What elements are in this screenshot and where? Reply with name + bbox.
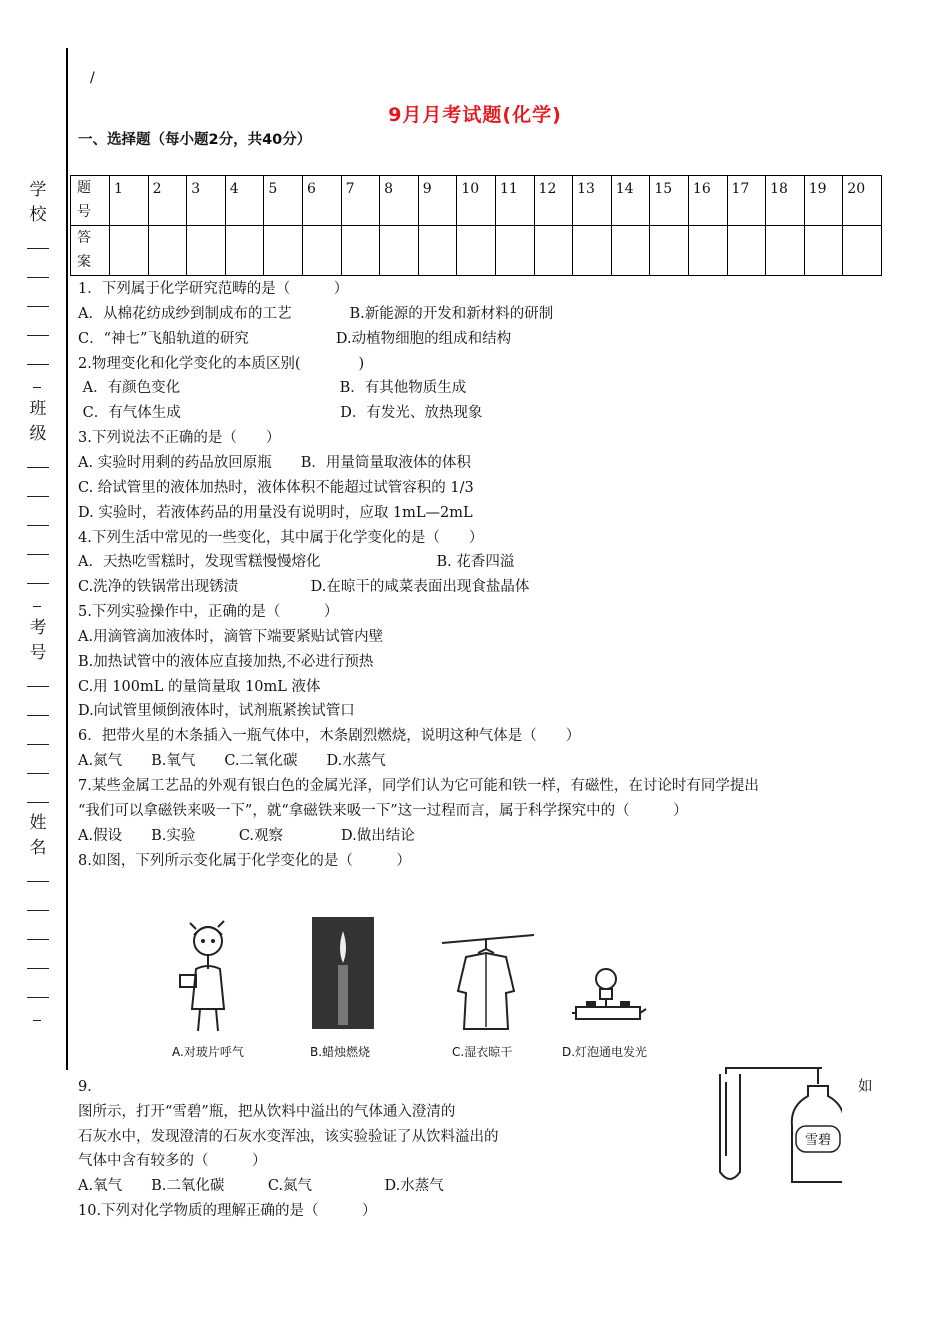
question-line: C．有气体生成 D．有发光、放热现象 (78, 405, 483, 421)
question-number: 17 (727, 176, 766, 226)
question-line: 2.物理变化和化学变化的本质区别( ) (78, 356, 365, 372)
answer-cell[interactable] (187, 226, 226, 276)
name-label-1: 姓 (29, 813, 47, 833)
q8-figures (160, 915, 660, 1065)
question-line: 1．下列属于化学研究范畴的是（ ） (78, 281, 349, 297)
answer-cell[interactable] (843, 226, 882, 276)
breathing-on-glass-icon (172, 919, 242, 1034)
question-number: 15 (650, 176, 689, 226)
exam-no-label-2: 号 (29, 643, 47, 663)
question-number: 19 (804, 176, 843, 226)
question-line: C.用 100mL 的量筒量取 10mL 液体 (78, 679, 321, 695)
question-line: A.氮气 B.氧气 C.二氧化碳 D.水蒸气 (78, 753, 386, 769)
question-line: 6．把带火星的木条插入一瓶气体中，木条剧烈燃烧，说明这种气体是（ ） (78, 728, 581, 744)
q9-options: A.氧气 B.二氧化碳 C.氮气 D.水蒸气 (78, 1178, 444, 1194)
page-title: 9月月考试题(化学) (388, 104, 562, 126)
question-number: 2 (148, 176, 187, 226)
name-label-2: 名 (29, 838, 47, 858)
question-line: C.洗净的铁锅常出现锈渍 D.在晾干的咸菜表面出现食盐晶体 (78, 579, 530, 595)
school-label-2: 校 (29, 205, 47, 225)
q9-ru: 如 (858, 1079, 873, 1095)
answer-cell[interactable] (766, 226, 805, 276)
question-line: C．“神七”飞船轨道的研究 D.动植物细胞的组成和结构 (78, 331, 512, 347)
question-number: 18 (766, 176, 805, 226)
question-line: D.向试管里倾倒液体时，试剂瓶紧挨试管口 (78, 703, 355, 719)
answer-cell[interactable] (148, 226, 187, 276)
q9-line: 石灰水中，发现澄清的石灰水变浑浊，该实验验证了从饮料溢出的 (78, 1129, 499, 1145)
question-number: 10 (457, 176, 496, 226)
answer-cell[interactable] (457, 226, 496, 276)
question-number: 8 (380, 176, 419, 226)
answer-cell[interactable] (534, 226, 573, 276)
answer-cell[interactable] (804, 226, 843, 276)
row-label-question-number: 题号 (71, 176, 110, 226)
question-number: 11 (495, 176, 534, 226)
q9-line: 气体中含有较多的（ ） (78, 1153, 267, 1169)
answer-table (70, 175, 882, 276)
bottle-label: 雪碧 (804, 1133, 832, 1148)
question-line: D. 实验时，若液体药品的用量没有说明时，应取 1mL—2mL (78, 505, 473, 521)
answer-cell[interactable] (110, 226, 149, 276)
question-line: 8.如图，下列所示变化属于化学变化的是（ ） (78, 853, 411, 869)
question-line: A．从棉花纺成纱到制成布的工艺 B.新能源的开发和新材料的研制 (78, 306, 554, 322)
name-blank[interactable] (18, 861, 58, 890)
answer-cell[interactable] (495, 226, 534, 276)
answer-cell[interactable] (302, 226, 341, 276)
question-line: C. 给试管里的液体加热时，液体体积不能超过试管容积的 1/3 (78, 480, 474, 496)
question-number: 20 (843, 176, 882, 226)
light-bulb-circuit-icon (568, 965, 648, 1035)
answer-cell[interactable] (418, 226, 457, 276)
question-line: A.用滴管滴加液体时，滴管下端要紧贴试管内壁 (78, 629, 384, 645)
question-line: 3.下列说法不正确的是（ ） (78, 430, 281, 446)
student-info-margin (18, 178, 58, 1030)
question-number: 13 (573, 176, 612, 226)
school-label-1: 学 (29, 180, 47, 200)
answer-cell[interactable] (611, 226, 650, 276)
exam-no-label-1: 考 (29, 618, 47, 638)
answer-cell[interactable] (650, 226, 689, 276)
question-line: 5.下列实验操作中，正确的是（ ） (78, 604, 339, 620)
answer-cell[interactable] (573, 226, 612, 276)
question-number: 12 (534, 176, 573, 226)
answer-cell[interactable] (264, 226, 303, 276)
question-line: “我们可以拿磁铁来吸一下”，就“拿磁铁来吸一下”这一过程而言，属于科学探究中的（ ） (78, 803, 688, 819)
class-blank[interactable] (18, 447, 58, 476)
answer-cell[interactable] (380, 226, 419, 276)
sprite-bottle-apparatus-icon (712, 1064, 842, 1192)
question-number: 14 (611, 176, 650, 226)
question-line: A．有颜色变化 B．有其他物质生成 (78, 380, 467, 396)
figure-caption-c: C.湿衣晾干 (452, 1045, 513, 1059)
answer-cell[interactable] (688, 226, 727, 276)
q10-stem: 10.下列对化学物质的理解正确的是（ ） (78, 1203, 377, 1219)
binding-line (66, 48, 68, 1070)
school-blank[interactable] (18, 228, 58, 257)
burning-candle-icon (310, 915, 376, 1033)
question-line: B.加热试管中的液体应直接加热,不必进行预热 (78, 654, 374, 670)
section-heading: 一、选择题（每小题2分，共40分） (78, 132, 312, 148)
answer-cell[interactable] (225, 226, 264, 276)
answer-row (71, 226, 882, 276)
q9-line: 图所示，打开“雪碧”瓶，把从饮料中溢出的气体通入澄清的 (78, 1104, 456, 1120)
row-label-answer: 答案 (71, 226, 110, 276)
question-number: 4 (225, 176, 264, 226)
question-line: 4.下列生活中常见的一些变化，其中属于化学变化的是（ ） (78, 530, 484, 546)
class-label-2: 级 (29, 424, 47, 444)
question-number: 7 (341, 176, 380, 226)
class-label-1: 班 (29, 399, 47, 419)
question-number: 3 (187, 176, 226, 226)
question-number: 1 (110, 176, 149, 226)
wet-clothes-drying-icon (438, 931, 538, 1039)
exam-no-blank[interactable] (18, 666, 58, 695)
question-line: A．天热吃雪糕时，发现雪糕慢慢熔化 B. 花香四溢 (78, 554, 515, 570)
answer-cell[interactable] (341, 226, 380, 276)
q9-number: 9． (78, 1079, 102, 1095)
question-line: A.假设 B.实验 C.观察 D.做出结论 (78, 828, 415, 844)
question-line: 7.某些金属工艺品的外观有银白色的金属光泽，同学们认为它可能和铁一样，有磁性，在讨论时有同学提出 (78, 778, 759, 794)
figure-caption-d: D.灯泡通电发光 (562, 1045, 648, 1059)
corner-mark: / (90, 70, 95, 86)
figure-caption-b: B.蜡烛燃烧 (310, 1045, 371, 1059)
answer-cell[interactable] (727, 226, 766, 276)
question-number: 5 (264, 176, 303, 226)
question-line: A. 实验时用剩的药品放回原瓶 B．用量筒量取液体的体积 (78, 455, 471, 471)
question-number: 9 (418, 176, 457, 226)
question-number-row (71, 176, 882, 226)
question-number: 16 (688, 176, 727, 226)
figure-caption-a: A.对玻片呼气 (172, 1045, 244, 1059)
question-number: 6 (302, 176, 341, 226)
